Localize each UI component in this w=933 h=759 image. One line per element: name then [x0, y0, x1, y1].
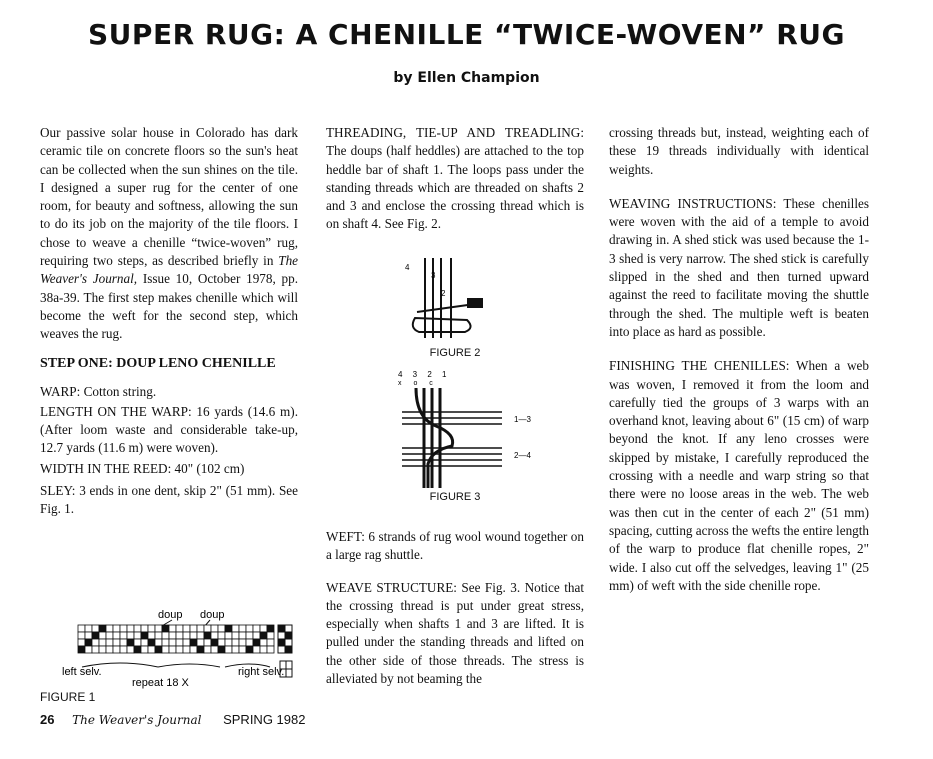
draft-cell	[155, 639, 162, 646]
draft-cell	[120, 632, 127, 639]
doup-label-right: doup	[200, 609, 225, 621]
weft-paragraph: WEFT: 6 strands of rug wool wound together on a large rag shuttle.	[326, 529, 584, 563]
draft-cell	[169, 625, 176, 632]
draft-cell	[85, 632, 92, 639]
weaving-instructions-paragraph: WEAVING INSTRUCTIONS: These chenilles were woven with the aid of a temple to avoid drawing in. A shed stick was used because the 1-3 shed is very narrow. The shed stick is carefully slipped in the shed and then turned upward against the reed to facilitate moving the shuttle through the shed. The multiple weft is beaten into place as hard as possible.	[609, 195, 869, 339]
draft-cell	[134, 646, 141, 653]
draft-cell	[211, 632, 218, 639]
left-selvedge-label: left selv.	[62, 666, 102, 678]
draft-cell	[239, 625, 246, 632]
draft-cell	[162, 639, 169, 646]
draft-cell	[218, 625, 225, 632]
draft-cell	[106, 632, 113, 639]
draft-cell	[92, 639, 99, 646]
draft-cell	[162, 625, 169, 632]
draft-cell	[169, 646, 176, 653]
draft-cell	[78, 632, 85, 639]
draft-cell	[225, 632, 232, 639]
draft-cell	[155, 646, 162, 653]
draft-cell	[260, 646, 267, 653]
draft-cell	[92, 646, 99, 653]
column-1	[40, 124, 298, 529]
draft-cell	[148, 639, 155, 646]
draft-cell	[141, 632, 148, 639]
draft-cell	[260, 639, 267, 646]
finishing-paragraph: FINISHING THE CHENILLES: When a web was woven, I removed it from the loom and carefully tied the groups of 3 warps with an overhand knot, leaving about 6" (15 cm) of warp beyond the knot. If any leno crosses were skipped by mistake, I carefully reproduced the crossing with a needle and warp string so that there were no loose areas in the web. The web was then cut in the center of each 2" (51 mm) spacing, cutting across the wefts the entire length of the warp to produce flat chenille ropes, 2" wide. I also cut off the selvedges, leaving 1" (25 mm) of weft with the side chenille rope.	[609, 358, 870, 593]
draft-cell	[253, 646, 260, 653]
draft-cell	[246, 632, 253, 639]
draft-cell	[155, 632, 162, 639]
figure-3-label-1-3: 1—3	[514, 415, 531, 424]
draft-cell	[78, 639, 85, 646]
draft-cell	[218, 646, 225, 653]
column-2	[326, 124, 584, 244]
doup-label-left: doup	[158, 609, 183, 621]
draft-cell	[225, 625, 232, 632]
draft-cell	[99, 646, 106, 653]
draft-cell	[211, 639, 218, 646]
page-footer	[40, 712, 305, 727]
draft-cell	[246, 639, 253, 646]
sley-paragraph: SLEY: 3 ends in one dent, skip 2" (51 mm). See Fig. 1.	[40, 483, 298, 517]
draft-cell	[92, 632, 99, 639]
draft-cell	[106, 639, 113, 646]
draft-cell	[267, 625, 274, 632]
figure-1-caption: FIGURE 1	[40, 690, 96, 704]
draft-cell	[267, 646, 274, 653]
draft-cell	[106, 625, 113, 632]
repeat-label: repeat 18 X	[132, 677, 189, 689]
draft-cell	[225, 639, 232, 646]
draft-cell	[85, 646, 92, 653]
draft-cell	[246, 646, 253, 653]
draft-cell	[183, 646, 190, 653]
draft-cell	[197, 646, 204, 653]
svg-text:3: 3	[431, 271, 436, 280]
threading-paragraph: THREADING, TIE-UP AND TREADLING: The doups (half heddles) are attached to the top heddle bar of shaft 1. The loops pass under the standing threads which are threaded on shafts 2 and 3 and enclose the crossing thread which is on shaft 4. See Fig. 2.	[326, 125, 584, 232]
draft-cell	[141, 625, 148, 632]
draft-cell	[204, 646, 211, 653]
draft-cell	[211, 646, 218, 653]
draft-cell	[183, 639, 190, 646]
draft-cell	[148, 646, 155, 653]
draft-cell	[190, 646, 197, 653]
draft-grid	[78, 625, 274, 653]
svg-text:x o c: x o c	[398, 380, 438, 387]
weights-paragraph: crossing threads but, instead, weighting each of these 19 threads individually with identical weights.	[609, 125, 869, 177]
draft-cell	[267, 639, 274, 646]
draft-cell	[218, 639, 225, 646]
draft-cell	[239, 646, 246, 653]
draft-cell	[253, 625, 260, 632]
draft-cell	[134, 639, 141, 646]
draft-cell	[162, 632, 169, 639]
draft-cell	[176, 632, 183, 639]
byline: by Ellen Champion	[393, 70, 540, 86]
draft-cell	[113, 646, 120, 653]
draft-cell	[232, 625, 239, 632]
draft-cell	[92, 625, 99, 632]
draft-cell	[99, 632, 106, 639]
step-one-heading: STEP ONE: DOUP LENO CHENILLE	[40, 355, 276, 371]
draft-cell	[127, 639, 134, 646]
draft-cell	[225, 646, 232, 653]
draft-cell	[113, 625, 120, 632]
right-selvedge-label: right selv.	[238, 666, 285, 678]
draft-cell	[148, 632, 155, 639]
draft-cell	[120, 625, 127, 632]
draft-cell	[218, 632, 225, 639]
draft-cell	[176, 639, 183, 646]
figure-2-caption: FIGURE 2	[429, 347, 481, 359]
draft-cell	[162, 646, 169, 653]
draft-cell	[169, 632, 176, 639]
draft-cell	[127, 632, 134, 639]
svg-text:4 3 2 1: 4 3 2 1	[398, 370, 451, 379]
intro-paragraph: Our passive solar house in Colorado has dark ceramic tile on concrete floors so the sun's heat can be collected when the sun shines on the tile. I designed a super rug for the center of one room, for beauty and softness, allowing the sun to do its job on the majority of the tile floors. I chose to weave a chenille “twice-woven” rug, requiring two steps, as described briefly in The Weaver's Journal, Issue 10, October 1978, pp. 38a-39. The first step makes chenille which will become the weft for the second step, which weaves the rug.	[40, 125, 299, 342]
draft-cell	[155, 625, 162, 632]
draft-cell	[141, 639, 148, 646]
page-number: 26	[40, 712, 55, 727]
draft-cell	[239, 639, 246, 646]
figure-2-doup-diagram	[405, 258, 505, 348]
length-paragraph: LENGTH ON THE WARP: 16 yards (14.6 m). (After loom waste and considerable take-up, 12.7 yards (11.6 m) were woven).	[40, 403, 298, 456]
draft-cell	[113, 632, 120, 639]
draft-cell	[204, 632, 211, 639]
draft-cell	[204, 625, 211, 632]
draft-cell	[211, 625, 218, 632]
draft-cell	[176, 625, 183, 632]
column-2-lower	[326, 528, 584, 698]
draft-cell	[99, 639, 106, 646]
draft-cell	[78, 625, 85, 632]
article-title: SUPER RUG: A CHENILLE “TWICE-WOVEN” RUG	[88, 18, 845, 51]
draft-cell	[120, 639, 127, 646]
figure-1-threading-draft	[60, 603, 300, 695]
draft-cell	[85, 639, 92, 646]
journal-logo: The Weaver's Journal	[72, 713, 202, 727]
draft-cell	[134, 632, 141, 639]
draft-cell	[232, 639, 239, 646]
draft-cell	[99, 625, 106, 632]
svg-text:2: 2	[441, 289, 446, 298]
draft-cell	[148, 625, 155, 632]
draft-cell	[85, 625, 92, 632]
draft-cell	[183, 625, 190, 632]
draft-cell	[197, 625, 204, 632]
draft-cell	[260, 625, 267, 632]
draft-cell	[190, 625, 197, 632]
figure-3-caption: FIGURE 3	[429, 491, 481, 503]
draft-cell	[253, 639, 260, 646]
draft-cell	[190, 639, 197, 646]
draft-cell	[120, 646, 127, 653]
weave-structure-paragraph: WEAVE STRUCTURE: See Fig. 3. Notice that the crossing thread is put under great stress, especially when shafts 1 and 3 are lifted. It is pulled under the standing threads and lifted on the other side of those threads. The stress is alleviated by not beaming the	[326, 579, 584, 687]
draft-cell	[232, 646, 239, 653]
draft-cell	[113, 639, 120, 646]
draft-cell	[127, 625, 134, 632]
draft-cell	[267, 632, 274, 639]
draft-cell	[141, 646, 148, 653]
draft-cell	[183, 632, 190, 639]
column-3	[609, 124, 869, 605]
draft-cell	[232, 632, 239, 639]
draft-cell	[253, 632, 260, 639]
draft-cell	[106, 646, 113, 653]
warp-line: WARP: Cotton string.	[40, 383, 157, 399]
draft-cell	[260, 632, 267, 639]
draft-cell	[176, 646, 183, 653]
draft-cell	[134, 625, 141, 632]
issue-date: SPRING 1982	[223, 712, 306, 727]
draft-cell	[204, 639, 211, 646]
draft-cell	[197, 632, 204, 639]
svg-text:4: 4	[405, 263, 410, 272]
draft-cell	[197, 639, 204, 646]
figure-3-label-2-4: 2—4	[514, 451, 531, 460]
draft-cell	[246, 625, 253, 632]
figure-3-leno-diagram	[392, 368, 542, 492]
draft-cell	[190, 632, 197, 639]
draft-cell	[127, 646, 134, 653]
width-line: WIDTH IN THE REED: 40" (102 cm)	[40, 460, 245, 476]
draft-cell	[169, 639, 176, 646]
draft-cell	[78, 646, 85, 653]
draft-cell	[239, 632, 246, 639]
